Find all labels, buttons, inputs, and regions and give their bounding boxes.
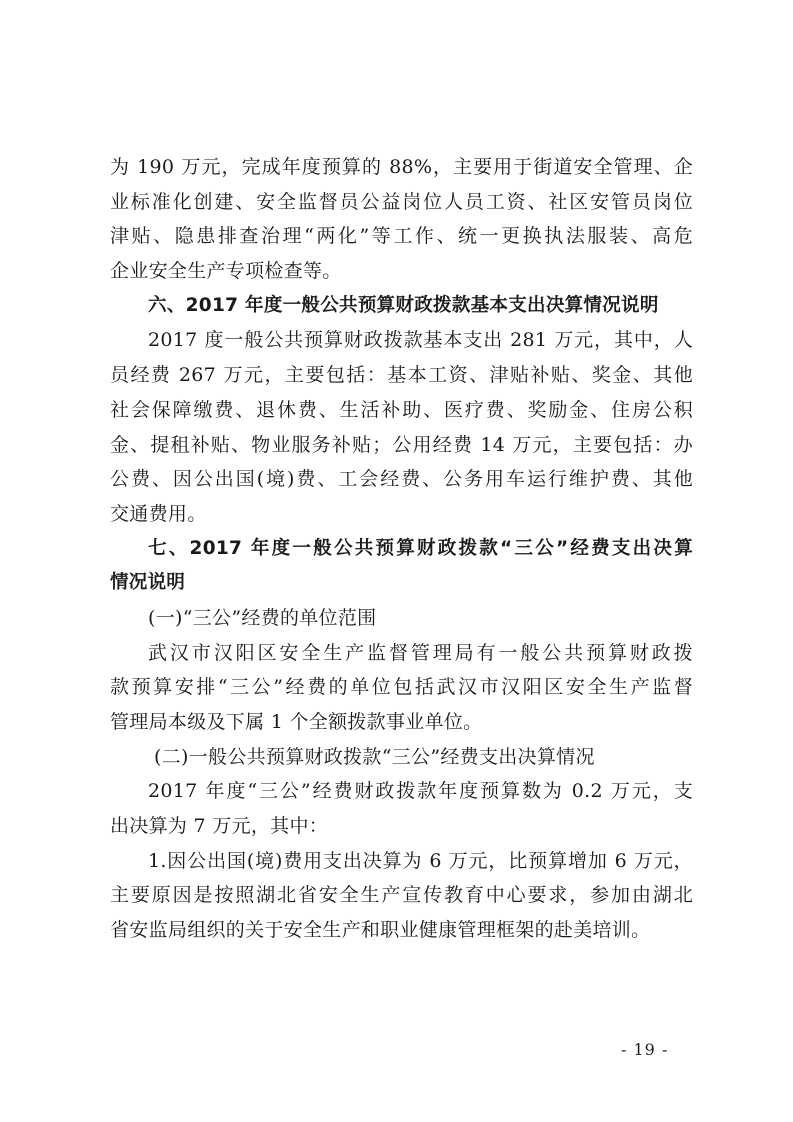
section-heading-six <box>110 289 693 324</box>
page-number: - 19 - <box>621 1040 669 1059</box>
subheading: (二)一般公共预算财政拨款“三公”经费支出决算情况 <box>154 745 595 768</box>
text-line: 2017 度一般公共预算财政拨款基本支出 281 万元，其中，人 <box>148 329 693 352</box>
paragraph-budget <box>110 774 693 843</box>
text-line: 津贴、隐患排查治理“两化”等工作、统一更换执法服装、高危 <box>110 225 693 248</box>
text-line: 交通费用。 <box>110 502 207 525</box>
text-line: 业标准化创建、安全监督员公益岗位人员工资、社区安管员岗位 <box>110 190 693 213</box>
text-line: 款预算安排“三公”经费的单位包括武汉市汉阳区安全生产监督 <box>110 676 693 699</box>
section-heading: 情况说明 <box>110 572 186 594</box>
paragraph-overseas-expense <box>110 844 693 948</box>
text-line: 社会保障缴费、退休费、生活补助、医疗费、奖励金、住房公积 <box>110 398 693 421</box>
text-line: 武汉市汉阳区安全生产监督管理局有一般公共预算财政拨 <box>148 641 693 664</box>
section-heading: 六、2017 年度一般公共预算财政拨款基本支出决算情况说明 <box>148 294 659 316</box>
paragraph-project-expenditure <box>110 150 693 289</box>
text-line: 1.因公出国(境)费用支出决算为 6 万元，比预算增加 6 万元， <box>148 849 693 872</box>
text-line: 企业安全生产专项检查等。 <box>110 260 342 283</box>
paragraph-basic-expenditure <box>110 323 693 531</box>
paragraph-scope <box>110 636 693 740</box>
text-line: 为 190 万元，完成年度预算的 88%，主要用于街道安全管理、企 <box>110 156 693 178</box>
subheading: (一)“三公”经费的单位范围 <box>148 606 377 629</box>
text-line: 公费、因公出国(境)费、工会经费、公务用车运行维护费、其他 <box>110 468 693 491</box>
subheading-scope <box>110 601 693 636</box>
text-line: 2017 年度“三公”经费财政拨款年度预算数为 0.2 万元，支 <box>148 780 693 803</box>
section-heading-seven <box>110 532 693 601</box>
section-heading: 七、2017 年度一般公共预算财政拨款“三公”经费支出决算 <box>148 537 693 559</box>
text-line: 出决算为 7 万元，其中： <box>110 815 329 838</box>
text-line: 省安监局组织的关于安全生产和职业健康管理框架的赴美培训。 <box>110 919 651 942</box>
text-line: 员经费 267 万元，主要包括：基本工资、津贴补贴、奖金、其他 <box>110 364 693 387</box>
text-line: 主要原因是按照湖北省安全生产宣传教育中心要求，参加由湖北 <box>110 884 693 907</box>
body-text <box>110 150 693 948</box>
text-line: 管理局本级及下属 1 个全额拨款事业单位。 <box>110 711 483 733</box>
subheading-situation <box>110 740 693 775</box>
text-line: 金、提租补贴、物业服务补贴；公用经费 14 万元，主要包括：办 <box>110 433 693 456</box>
